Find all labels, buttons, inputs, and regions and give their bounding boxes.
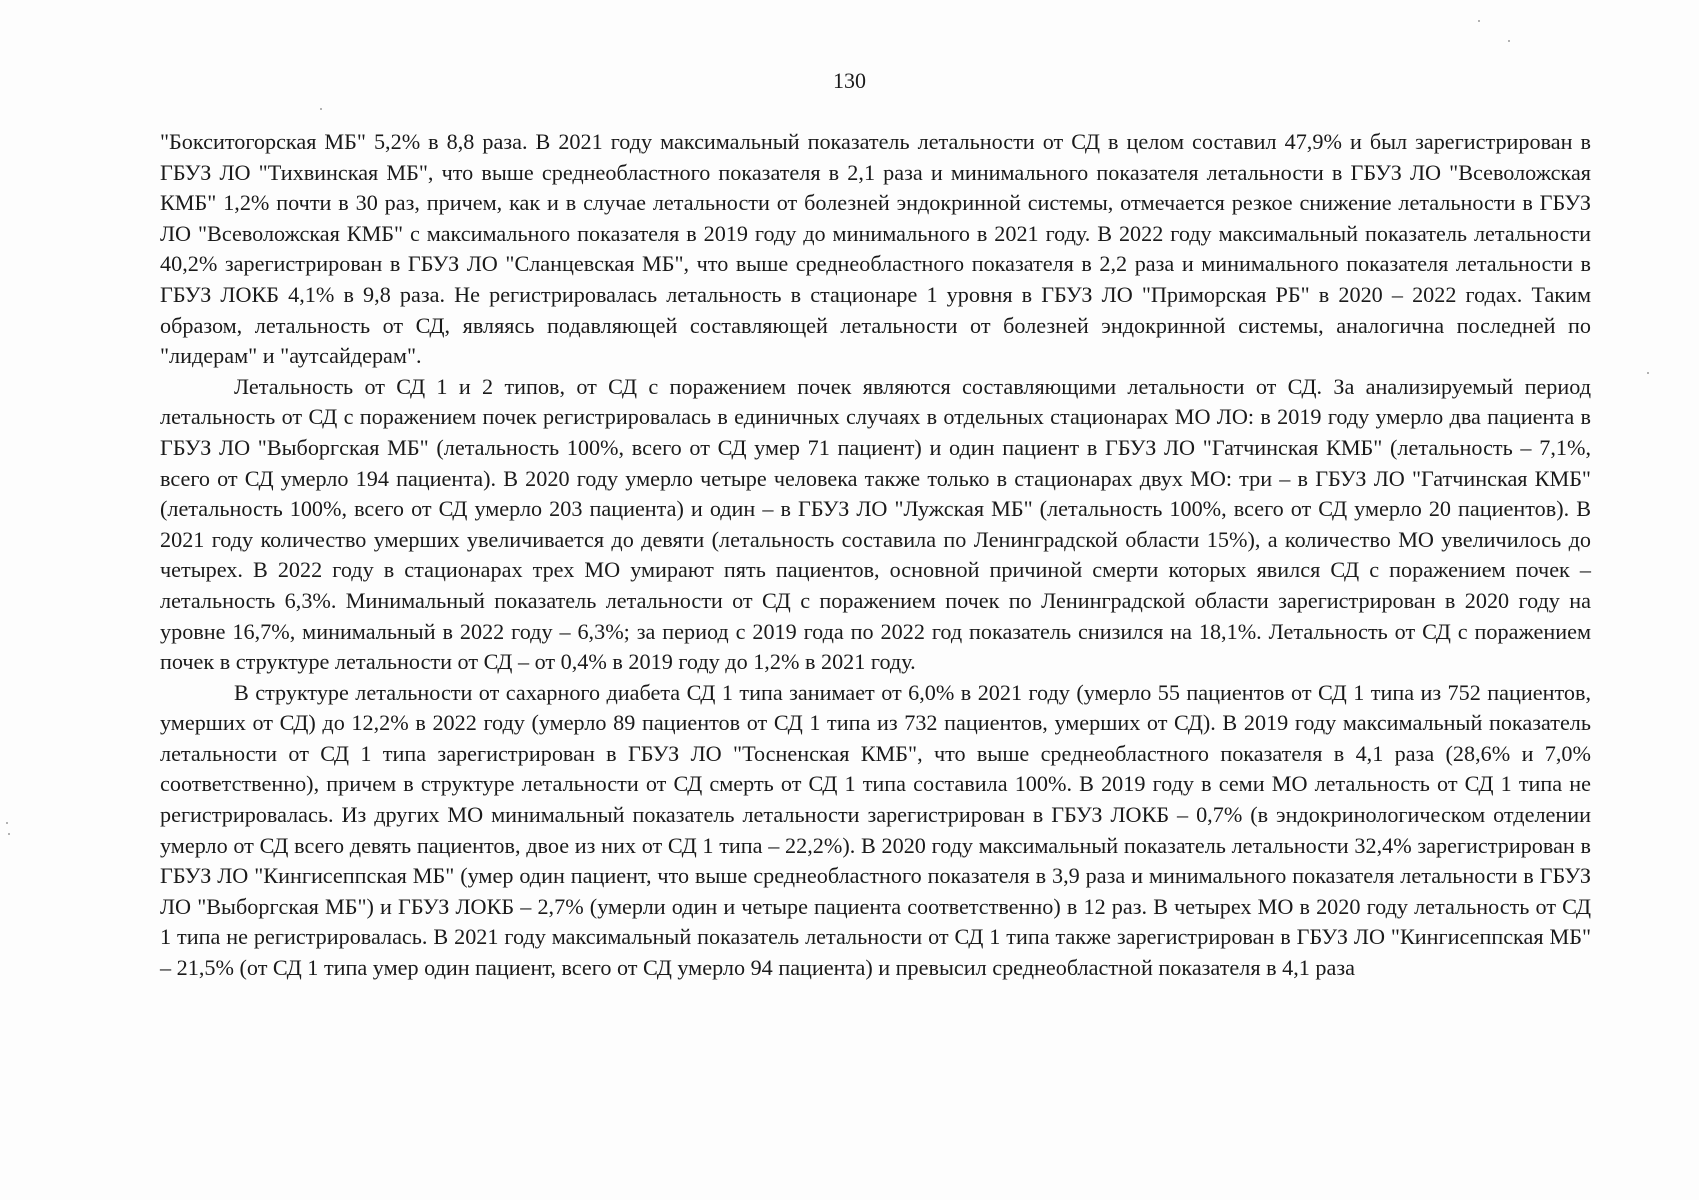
paragraph-2: Летальность от СД 1 и 2 типов, от СД с поражением почек являются составляющими летальности от СД. За анализируемый период летальность от СД с поражением почек регистрировалась в единичных случаях в отдельных стационарах МО ЛО: в 2019 году умерло два пациента в ГБУЗ ЛО "Выборгская МБ" (летальность 100%, всего от СД умер 71 пациент) и один пациент в ГБУЗ ЛО "Гатчинская КМБ" (летальность – 7,1%, всего от СД умерло 194 пациента). В 2020 году умерло четыре человека также только в стационарах двух МО: три – в ГБУЗ ЛО "Гатчинская КМБ" (летальность 100%, всего от СД умерло 203 пациента) и один – в ГБУЗ ЛО "Лужская МБ" (летальность 100%, всего от СД умерло 20 пациентов). В 2021 году количество умерших увеличивается до девяти (летальность составила по Ленинградской области 15%), а количество МО увеличилось до четырех. В 2022 году в стационарах трех МО умирают пять пациентов, основной причиной смерти которых явился СД с поражением почек – летальность 6,3%. Минимальный показатель летальности от СД с поражением почек по Ленинградской области зарегистрирован в 2020 году на уровне 16,7%, минимальный в 2022 году – 6,3%; за период с 2019 года по 2022 год показатель снизился на 18,1%. Летальность от СД с поражением почек в структуре летальности от СД – от 0,4% в 2019 году до 1,2% в 2021 году.	[160, 373, 1591, 675]
scan-speck	[8, 833, 10, 835]
scan-speck	[1478, 20, 1480, 22]
scan-speck	[1508, 40, 1510, 42]
paragraph-3: В структуре летальности от сахарного диабета СД 1 типа занимает от 6,0% в 2021 году (умерло 55 пациентов от СД 1 типа из 752 пациентов, умерших от СД) до 12,2% в 2022 году (умерло 89 пациентов от СД 1 типа из 732 пациентов, умерших от СД). В 2019 году максимальный показатель летальности от СД 1 типа зарегистрирован в ГБУЗ ЛО "Тосненская КМБ", что выше среднеобластного показателя в 4,1 раза (28,6% и 7,0% соответственно), причем в структуре летальности от СД смерть от СД 1 типа составила 100%. В 2019 году в семи МО летальность от СД 1 типа не регистрировалась. Из других МО минимальный показатель летальности зарегистрирован в ГБУЗ ЛОКБ – 0,7% (в эндокринологическом отделении умерло от СД всего девять пациентов, двое из них от СД 1 типа – 22,2%). В 2020 году максимальный показатель летальности 32,4% зарегистрирован в ГБУЗ ЛО "Кингисеппская МБ" (умер один пациент, что выше среднеобластного показателя в 3,9 раза и минимального показателя летальности в ГБУЗ ЛО "Выборгская МБ") и ГБУЗ ЛОКБ – 2,7% (умерли один и четыре пациента соответственно) в 12 раз. В четырех МО в 2020 году летальность от СД 1 типа не регистрировалась. В 2021 году максимальный показатель летальности от СД 1 типа также зарегистрирован в ГБУЗ ЛО "Кингисеппская МБ" – 21,5% (от СД 1 типа умер один пациент, всего от СД умерло 94 пациента) и превысил среднеобластной показателя в 4,1 раза	[160, 679, 1591, 981]
scan-speck	[320, 108, 322, 110]
scan-speck	[1647, 372, 1649, 374]
page-number: 130	[833, 68, 866, 93]
paragraph-1: "Бокситогорская МБ" 5,2% в 8,8 раза. В 2021 году максимальный показатель летальности от СД в целом составил 47,9% и был зарегистрирован в ГБУЗ ЛО "Тихвинская МБ", что выше среднеобластного показателя в 2,1 раза и минимального показателя летальности в ГБУЗ ЛО "Всеволожская КМБ" 1,2% почти в 30 раз, причем, как и в случае летальности от болезней эндокринной системы, отмечается резкое снижение летальности в ГБУЗ ЛО "Всеволожская КМБ" с максимального показателя в 2019 году до минимального в 2021 году. В 2022 году максимальный показатель летальности 40,2% зарегистрирован в ГБУЗ ЛО "Сланцевская МБ", что выше среднеобластного показателя в 2,2 раза и минимального показателя летальности в ГБУЗ ЛОКБ 4,1% в 9,8 раза. Не регистрировалась летальность в стационаре 1 уровня в ГБУЗ ЛО "Приморская РБ" в 2020 – 2022 годах. Таким образом, летальность от СД, являясь подавляющей составляющей летальности от болезней эндокринной системы, аналогична последней по "лидерам" и "аутсайдерам".	[160, 129, 1591, 369]
document-body	[160, 127, 1591, 984]
scan-speck	[6, 822, 8, 824]
